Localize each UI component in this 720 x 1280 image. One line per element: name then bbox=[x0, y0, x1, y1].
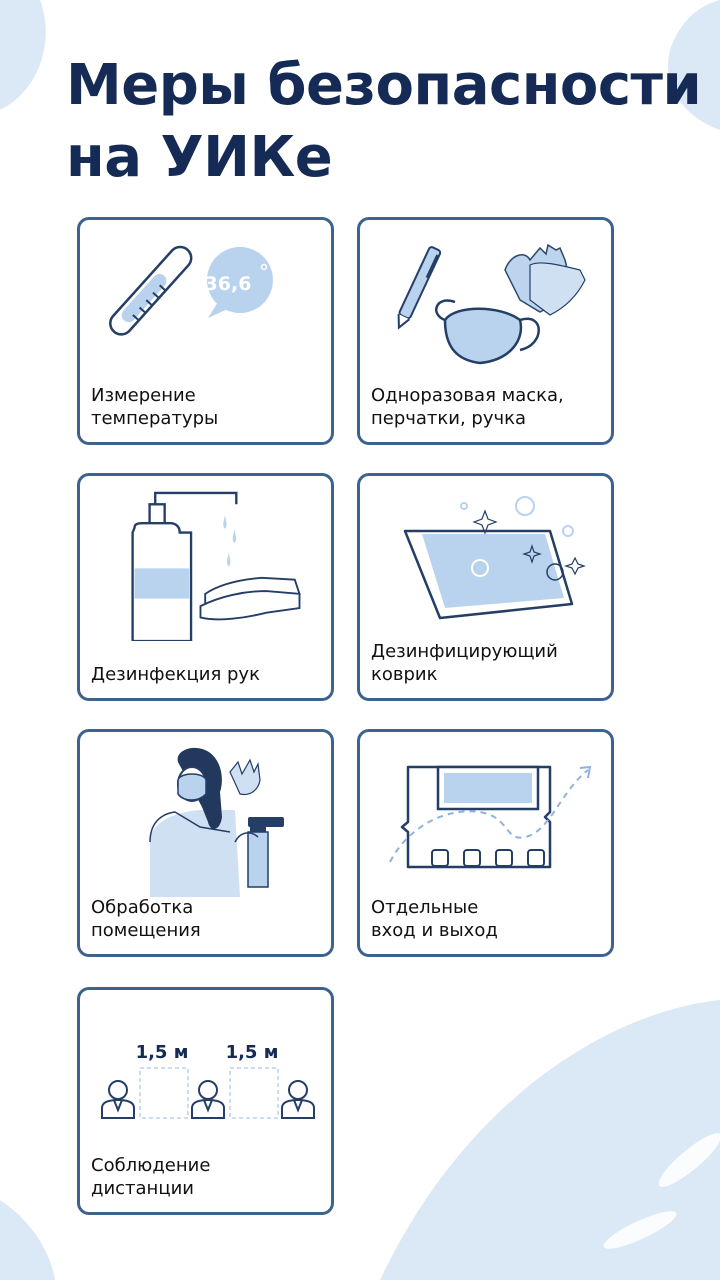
thermometer-icon bbox=[80, 220, 337, 385]
person-icon bbox=[192, 1081, 224, 1118]
card-label bbox=[371, 640, 605, 686]
title-line-2: на УИКе bbox=[66, 125, 333, 190]
card-label bbox=[371, 896, 605, 942]
card-label-line-2: коврик bbox=[371, 664, 438, 685]
card-label bbox=[91, 1154, 325, 1200]
card-hand-disinfection bbox=[77, 473, 334, 701]
mask-gloves-pen-icon bbox=[360, 220, 617, 385]
person-icon bbox=[282, 1081, 314, 1118]
distance-label-1: 1,5 м bbox=[135, 1042, 189, 1063]
card-social-distance bbox=[77, 987, 334, 1215]
card-temperature bbox=[77, 217, 334, 445]
card-label-line-1: Дезинфекция рук bbox=[91, 664, 260, 685]
distance-label-2: 1,5 м bbox=[225, 1042, 279, 1063]
card-entrance-exit bbox=[357, 729, 614, 957]
card-mask-gloves bbox=[357, 217, 614, 445]
person-icon bbox=[102, 1081, 134, 1118]
spray-cleaning-icon bbox=[80, 732, 337, 897]
card-label bbox=[91, 663, 325, 686]
card-label bbox=[371, 384, 605, 430]
card-label-line-2: температуры bbox=[91, 408, 219, 429]
card-label-line-1: Соблюдение bbox=[91, 1155, 211, 1176]
page-title bbox=[66, 50, 701, 194]
card-label-line-1: Одноразовая маска, bbox=[371, 385, 564, 406]
card-label bbox=[91, 384, 325, 430]
social-distance-icon bbox=[80, 990, 337, 1155]
disinfecting-mat-icon bbox=[360, 476, 617, 641]
card-room-treatment bbox=[77, 729, 334, 957]
temperature-value: 36,6 bbox=[204, 273, 252, 295]
card-label-line-2: вход и выход bbox=[371, 920, 498, 941]
entrance-exit-icon bbox=[360, 732, 617, 897]
hand-sanitizer-icon bbox=[80, 476, 337, 641]
card-label-line-2: перчатки, ручка bbox=[371, 408, 527, 429]
card-label-line-1: Измерение bbox=[91, 385, 196, 406]
card-label-line-2: помещения bbox=[91, 920, 201, 941]
card-label-line-1: Отдельные bbox=[371, 897, 479, 918]
card-label bbox=[91, 896, 325, 942]
title-line-1: Меры безопасности bbox=[66, 53, 702, 118]
card-label-line-1: Обработка bbox=[91, 897, 194, 918]
card-label-line-2: дистанции bbox=[91, 1178, 194, 1199]
card-label-line-1: Дезинфицирующий bbox=[371, 641, 558, 662]
card-disinfecting-mat bbox=[357, 473, 614, 701]
